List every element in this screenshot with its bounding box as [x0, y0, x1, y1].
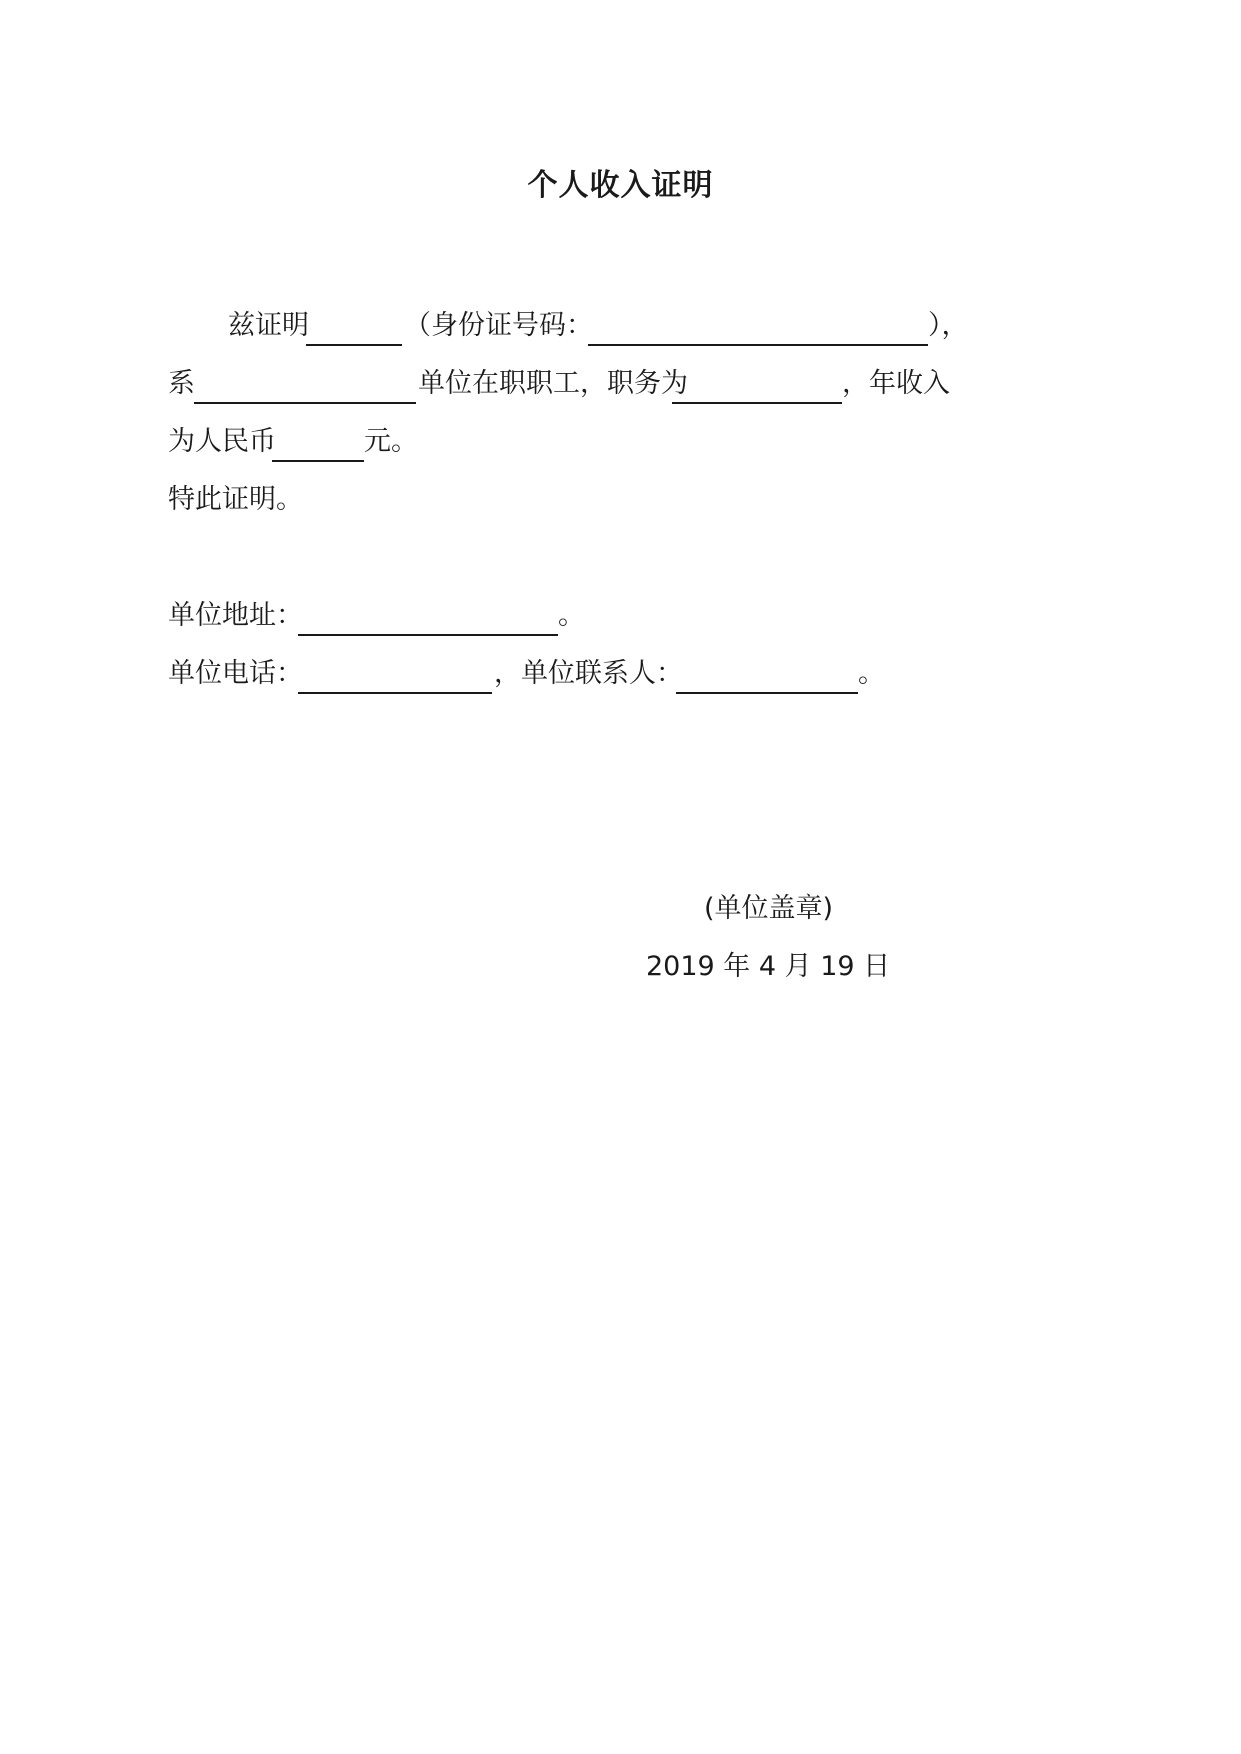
- unit-address-blank: [298, 596, 558, 636]
- unit-contact-label: ，单位联系人：: [494, 658, 683, 689]
- employer-prefix: 系: [168, 368, 195, 399]
- annual-income-label: ，年收入: [842, 368, 950, 399]
- id-number-blank: [588, 306, 928, 346]
- income-amount-blank: [272, 422, 364, 462]
- certify-text: 兹证明: [228, 310, 309, 341]
- unit-stamp-label: (单位盖章): [704, 893, 834, 924]
- currency-unit: 元。: [364, 426, 418, 457]
- unit-phone-label: 单位电话：: [168, 658, 303, 689]
- unit-address-label: 单位地址：: [168, 600, 303, 631]
- position-blank: [672, 364, 842, 404]
- unit-phone-blank: [298, 654, 492, 694]
- name-blank: [306, 306, 402, 346]
- unit-address-suffix: 。: [558, 600, 585, 631]
- document-title: 个人收入证明: [527, 168, 714, 203]
- closing-statement: 特此证明。: [168, 484, 303, 515]
- position-label: 单位在职职工，职务为: [418, 368, 688, 399]
- employer-blank: [194, 364, 416, 404]
- unit-contact-blank: [676, 654, 858, 694]
- id-number-label: （身份证号码：: [404, 310, 593, 341]
- currency-label: 为人民币: [168, 426, 276, 457]
- issue-date: 2019 年 4 月 19 日: [646, 951, 891, 982]
- id-number-close: ），: [928, 310, 969, 341]
- unit-contact-suffix: 。: [858, 658, 885, 689]
